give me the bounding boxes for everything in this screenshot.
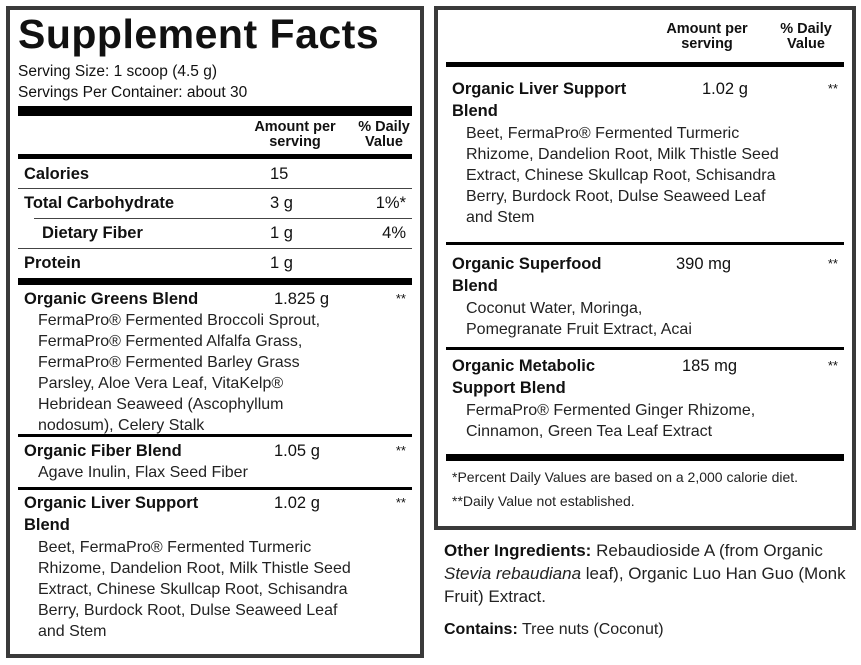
contains-text: Tree nuts (Coconut): [517, 621, 664, 638]
blend-name-line2: Blend: [452, 277, 498, 295]
blend-name: Organic Metabolic: [452, 357, 596, 375]
nutrient-dv: 1%*: [375, 194, 406, 212]
nutrient-dv: 4%: [382, 224, 406, 242]
blend-ingredient-line: nodosum), Celery Stalk: [38, 417, 205, 434]
servings-per-container: Servings Per Container: about 30: [18, 84, 248, 101]
other-ingredients-text-1: Rebaudioside A (from Organic: [591, 541, 823, 560]
nutrient-amount: 1 g: [270, 254, 293, 272]
nutrient-row-calories: [18, 160, 412, 188]
contains-statement: [444, 618, 854, 641]
other-ingredients-text-italic: Stevia rebaudiana: [444, 564, 582, 583]
supplement-facts-panel-right: [434, 6, 856, 530]
footnote-not-established: **Daily Value not established.: [452, 493, 635, 509]
blend-ingredient-line: Extract, Chinese Skullcap Root, Schisandra: [466, 167, 776, 184]
supplement-facts-panel-left: [6, 6, 424, 658]
nutrient-row-protein: [18, 249, 412, 277]
blend-dv: **: [395, 443, 406, 458]
nutrient-label: Calories: [24, 165, 90, 183]
blend-liver-support: [446, 78, 844, 238]
blend-amount: 1.02 g: [274, 494, 320, 512]
blend-metabolic-support: [446, 355, 844, 449]
blend-dv: **: [395, 291, 406, 306]
blend-name: Organic Greens Blend: [24, 290, 199, 308]
other-ingredients-text-2: leaf), Organic Luo Han Guo (Monk Fruit) Extract.: [444, 564, 846, 606]
blend-ingredient-line: and Stem: [466, 209, 535, 226]
blend-dv: **: [827, 358, 838, 373]
blend-name: Organic Superfood: [452, 255, 602, 273]
blend-ingredient-line: Pomegranate Fruit Extract, Acai: [466, 321, 692, 338]
nutrient-row-carbohydrate: [18, 189, 412, 217]
nutrient-row-fiber: [18, 219, 412, 247]
blend-greens: [18, 288, 412, 434]
blend-ingredient-line: Rhizome, Dandelion Root, Milk Thistle Seed: [38, 560, 351, 577]
header-divider: [446, 62, 844, 67]
blend-ingredient-line: and Stem: [38, 623, 107, 640]
blend-divider: [446, 242, 844, 245]
blend-ingredient-line: Hebridean Seaweed (Ascophyllum: [38, 396, 284, 413]
nutrient-label: Dietary Fiber: [42, 224, 143, 242]
blend-divider: [18, 434, 412, 437]
blend-dv: **: [827, 256, 838, 271]
blend-fiber: [18, 440, 412, 486]
blend-ingredient-line: Berry, Burdock Root, Dulse Seaweed Leaf: [38, 602, 338, 619]
blend-amount: 1.02 g: [702, 80, 748, 98]
other-ingredients-label: Other Ingredients:: [444, 541, 592, 560]
thick-divider: [18, 106, 412, 116]
other-ingredients: [444, 539, 854, 608]
blend-liver-support: [18, 492, 412, 652]
nutrient-amount: 1 g: [270, 224, 293, 242]
blend-amount: 1.825 g: [274, 290, 330, 308]
footnote-daily-values: *Percent Daily Values are based on a 2,000 calorie diet.: [452, 469, 799, 485]
blend-divider: [18, 487, 412, 490]
nutrient-amount: 15: [270, 165, 289, 183]
blend-amount: 390 mg: [676, 255, 732, 273]
thick-divider: [446, 454, 844, 461]
nutrient-label: Total Carbohydrate: [24, 194, 175, 212]
blend-ingredient-line: Beet, FermaPro® Fermented Turmeric: [38, 539, 312, 556]
blend-ingredient-line: FermaPro® Fermented Ginger Rhizome,: [466, 402, 756, 419]
blend-name-line2: Support Blend: [452, 379, 566, 397]
nutrient-label: Protein: [24, 254, 81, 272]
blend-ingredient-line: Beet, FermaPro® Fermented Turmeric: [466, 125, 740, 142]
header-divider: [18, 154, 412, 159]
blend-dv: **: [395, 495, 406, 510]
contains-label: Contains:: [444, 621, 518, 638]
blend-name: Organic Fiber Blend: [24, 442, 182, 460]
blend-ingredient-line: Coconut Water, Moringa,: [466, 300, 643, 317]
blend-amount: 185 mg: [682, 357, 738, 375]
blend-ingredient-line: Berry, Burdock Root, Dulse Seaweed Leaf: [466, 188, 766, 205]
col-amount-header: Amount per serving: [666, 21, 748, 52]
col-dv-header: % Daily Value: [780, 21, 832, 52]
blend-ingredient-line: Agave Inulin, Flax Seed Fiber: [38, 464, 248, 481]
thick-divider: [18, 278, 412, 285]
blend-superfood: [446, 253, 844, 345]
blend-ingredient-line: FermaPro® Fermented Barley Grass: [38, 354, 300, 371]
blend-ingredient-line: Cinnamon, Green Tea Leaf Extract: [466, 423, 713, 440]
serving-size: Serving Size: 1 scoop (4.5 g): [18, 63, 218, 80]
blend-ingredient-line: FermaPro® Fermented Broccoli Sprout,: [38, 312, 321, 329]
blend-name: Organic Liver Support: [24, 494, 199, 512]
nutrient-amount: 3 g: [270, 194, 293, 212]
blend-ingredient-line: Extract, Chinese Skullcap Root, Schisandra: [38, 581, 348, 598]
blend-dv: **: [827, 81, 838, 96]
col-amount-header: Amount per serving: [254, 119, 336, 150]
blend-ingredient-line: Parsley, Aloe Vera Leaf, VitaKelp®: [38, 375, 284, 392]
blend-ingredient-line: FermaPro® Fermented Alfalfa Grass,: [38, 333, 303, 350]
blend-divider: [446, 347, 844, 350]
blend-ingredient-line: Rhizome, Dandelion Root, Milk Thistle Seed: [466, 146, 779, 163]
col-dv-header: % Daily Value: [358, 119, 410, 150]
blend-name-line2: Blend: [452, 102, 498, 120]
blend-name: Organic Liver Support: [452, 80, 627, 98]
blend-name-line2: Blend: [24, 516, 70, 534]
panel-title: Supplement Facts: [18, 11, 380, 57]
blend-amount: 1.05 g: [274, 442, 320, 460]
